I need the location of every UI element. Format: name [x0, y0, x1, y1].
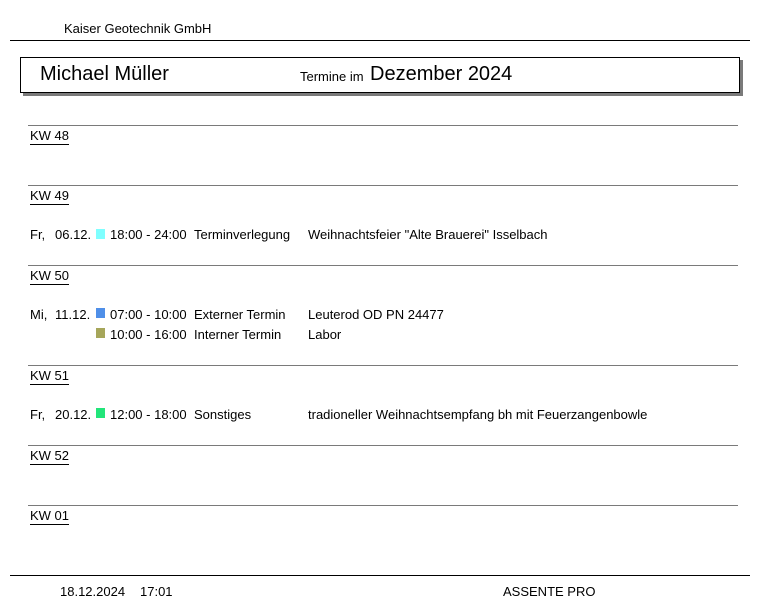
appointment-day: Mi, [30, 307, 48, 322]
header-divider [10, 40, 750, 41]
category-color-swatch [96, 328, 105, 338]
appointment-time: 07:00 - 10:00 [110, 307, 187, 322]
appointment-day: Fr, [30, 407, 46, 422]
appointment-description: tradioneller Weihnachtsempfang bh mit Feuerzangenbowle [308, 407, 648, 422]
week-label: KW 52 [30, 448, 70, 463]
week-separator [28, 505, 738, 506]
week-label: KW 49 [30, 188, 70, 203]
appointment-type: Interner Termin [194, 327, 282, 342]
category-color-swatch [96, 229, 105, 239]
print-time: 17:01 [140, 584, 173, 599]
week-separator [28, 125, 738, 126]
appointment-description: Labor [308, 327, 342, 342]
month-title: Dezember 2024 [370, 63, 513, 85]
week-separator [28, 265, 738, 266]
appointment-time: 18:00 - 24:00 [110, 227, 187, 242]
appointment-type: Terminverlegung [194, 227, 291, 242]
appointment-description: Leuterod OD PN 24477 [308, 307, 444, 322]
week-separator [28, 365, 738, 366]
footer-divider [10, 575, 750, 576]
appointment-time: 10:00 - 16:00 [110, 327, 187, 342]
appointment-time: 12:00 - 18:00 [110, 407, 187, 422]
appointment-date: 06.12. [55, 227, 92, 242]
appointment-day: Fr, [30, 227, 46, 242]
week-separator [28, 445, 738, 446]
company-name: Kaiser Geotechnik GmbH [64, 21, 212, 36]
week-label: KW 50 [30, 268, 70, 283]
person-name: Michael Müller [40, 63, 169, 85]
week-separator [28, 185, 738, 186]
category-color-swatch [96, 408, 105, 418]
appointment-type: Sonstiges [194, 407, 252, 422]
week-label: KW 48 [30, 128, 70, 143]
appointment-date: 11.12. [55, 307, 91, 322]
print-date: 18.12.2024 [60, 584, 126, 599]
appointment-type: Externer Termin [194, 307, 286, 322]
week-label: KW 01 [30, 508, 70, 523]
appointment-date: 20.12. [55, 407, 92, 422]
month-prefix: Termine im [300, 69, 364, 84]
appointment-description: Weihnachtsfeier "Alte Brauerei" Isselbach [308, 227, 548, 242]
category-color-swatch [96, 308, 105, 318]
app-name: ASSENTE PRO [503, 584, 596, 599]
week-label: KW 51 [30, 368, 70, 383]
